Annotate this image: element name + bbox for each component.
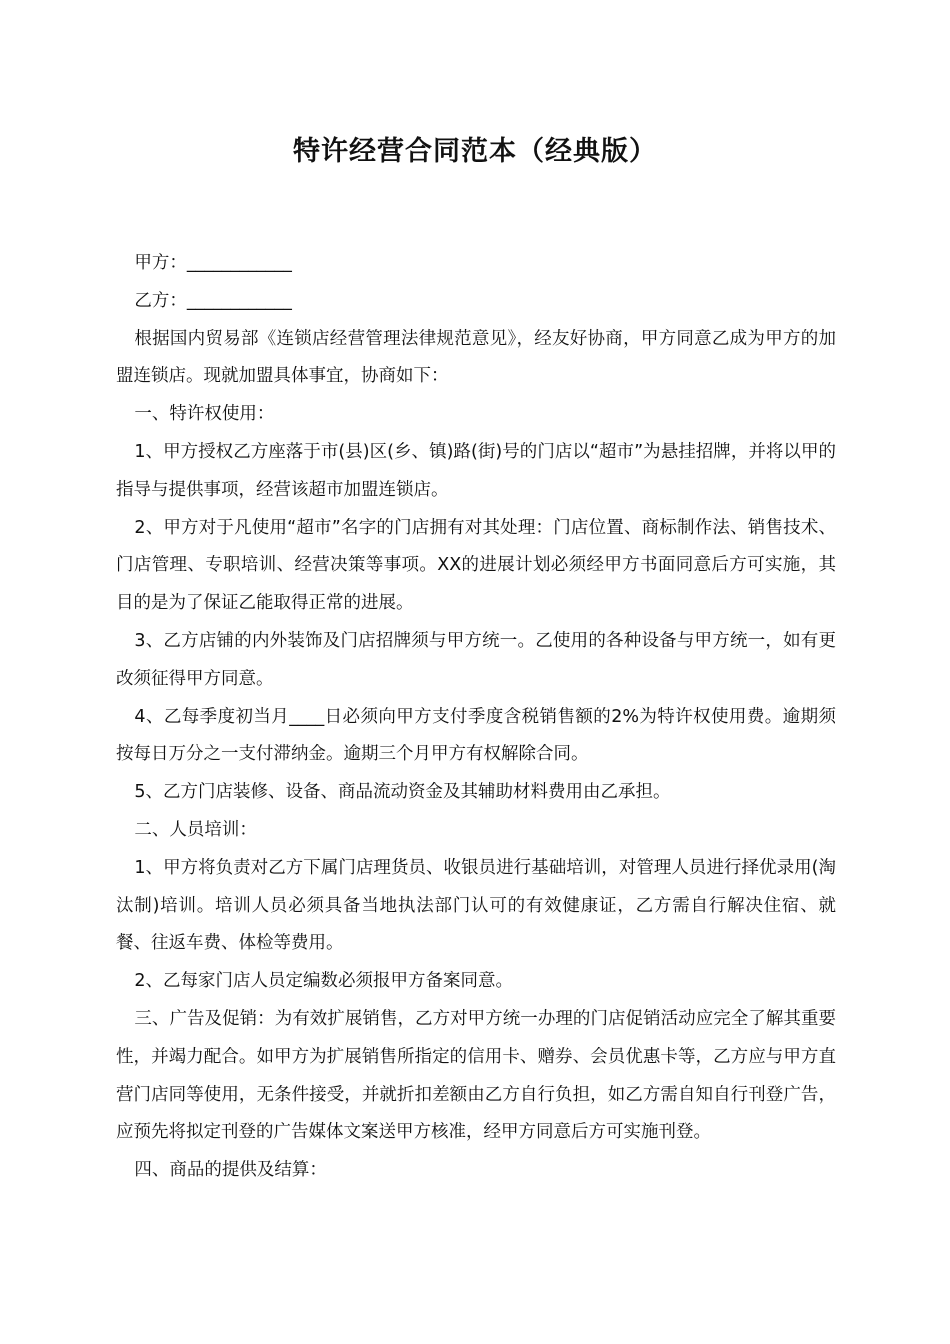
section-heading-franchise-rights: 一、特许权使用：: [134, 404, 275, 425]
clause-paragraph: 3、乙方店铺的内外装饰及门店招牌须与甲方统一。乙使用的各种设备与甲方统一，如有更改须征得甲方同意。: [116, 630, 836, 689]
section-heading-training: 二、人员培训：: [134, 819, 257, 840]
clause-paragraph: 5、乙方门店装修、设备、商品流动资金及其辅助材料费用由乙承担。: [134, 782, 671, 803]
document-title: 特许经营合同范本（经典版）: [293, 136, 657, 167]
clause-paragraph: 1、甲方授权乙方座落于市(县)区(乡、镇)路(街)号的门店以“超市”为悬挂招牌，并将以甲的指导与提供事项，经营该超市加盟连锁店。: [116, 441, 836, 500]
party-b-line: 乙方：____________: [134, 290, 292, 311]
clause-paragraph: 1、甲方将负责对乙方下属门店理货员、收银员进行基础培训，对管理人员进行择优录用(淘汰制)培训。培训人员必须具备当地执法部门认可的有效健康证，乙方需自行解决住宿、就餐、往返车费、体检等费用。: [116, 857, 836, 954]
preamble-paragraph: 根据国内贸易部《连锁店经营管理法律规范意见》，经友好协商，甲方同意乙成为甲方的加盟连锁店。现就加盟具体事宜，协商如下：: [116, 328, 836, 387]
clause-paragraph: 4、乙每季度初当月____日必须向甲方支付季度含税销售额的2%为特许权使用费。逾期须按每日万分之一支付滞纳金。逾期三个月甲方有权解除合同。: [116, 706, 836, 765]
section-heading-goods-settlement: 四、商品的提供及结算：: [134, 1160, 327, 1181]
party-a-line: 甲方：____________: [134, 253, 292, 273]
section-advertising-paragraph: 三、广告及促销：为有效扩展销售，乙方对甲方统一办理的门店促销活动应完全了解其重要性，并竭力配合。如甲方为扩展销售所指定的信用卡、赠券、会员优惠卡等，乙方应与甲方直营门店同等使用，无条件接受，并就折扣差额由乙方自行负担，如乙方需自知自行刊登广告，应预先将拟定刊登的广告媒体文案送甲方核准，经甲方同意后方可实施刊登。: [116, 1008, 836, 1143]
document-body: [116, 245, 836, 1190]
clause-paragraph: 2、乙每家门店人员定编数必须报甲方备案同意。: [134, 971, 514, 992]
clause-paragraph: 2、甲方对于凡使用“超市”名字的门店拥有对其处理：门店位置、商标制作法、销售技术、门店管理、专职培训、经营决策等事项。XX的进展计划必须经甲方书面同意后方可实施，其目的是为了保证乙能取得正常的进展。: [116, 517, 836, 614]
